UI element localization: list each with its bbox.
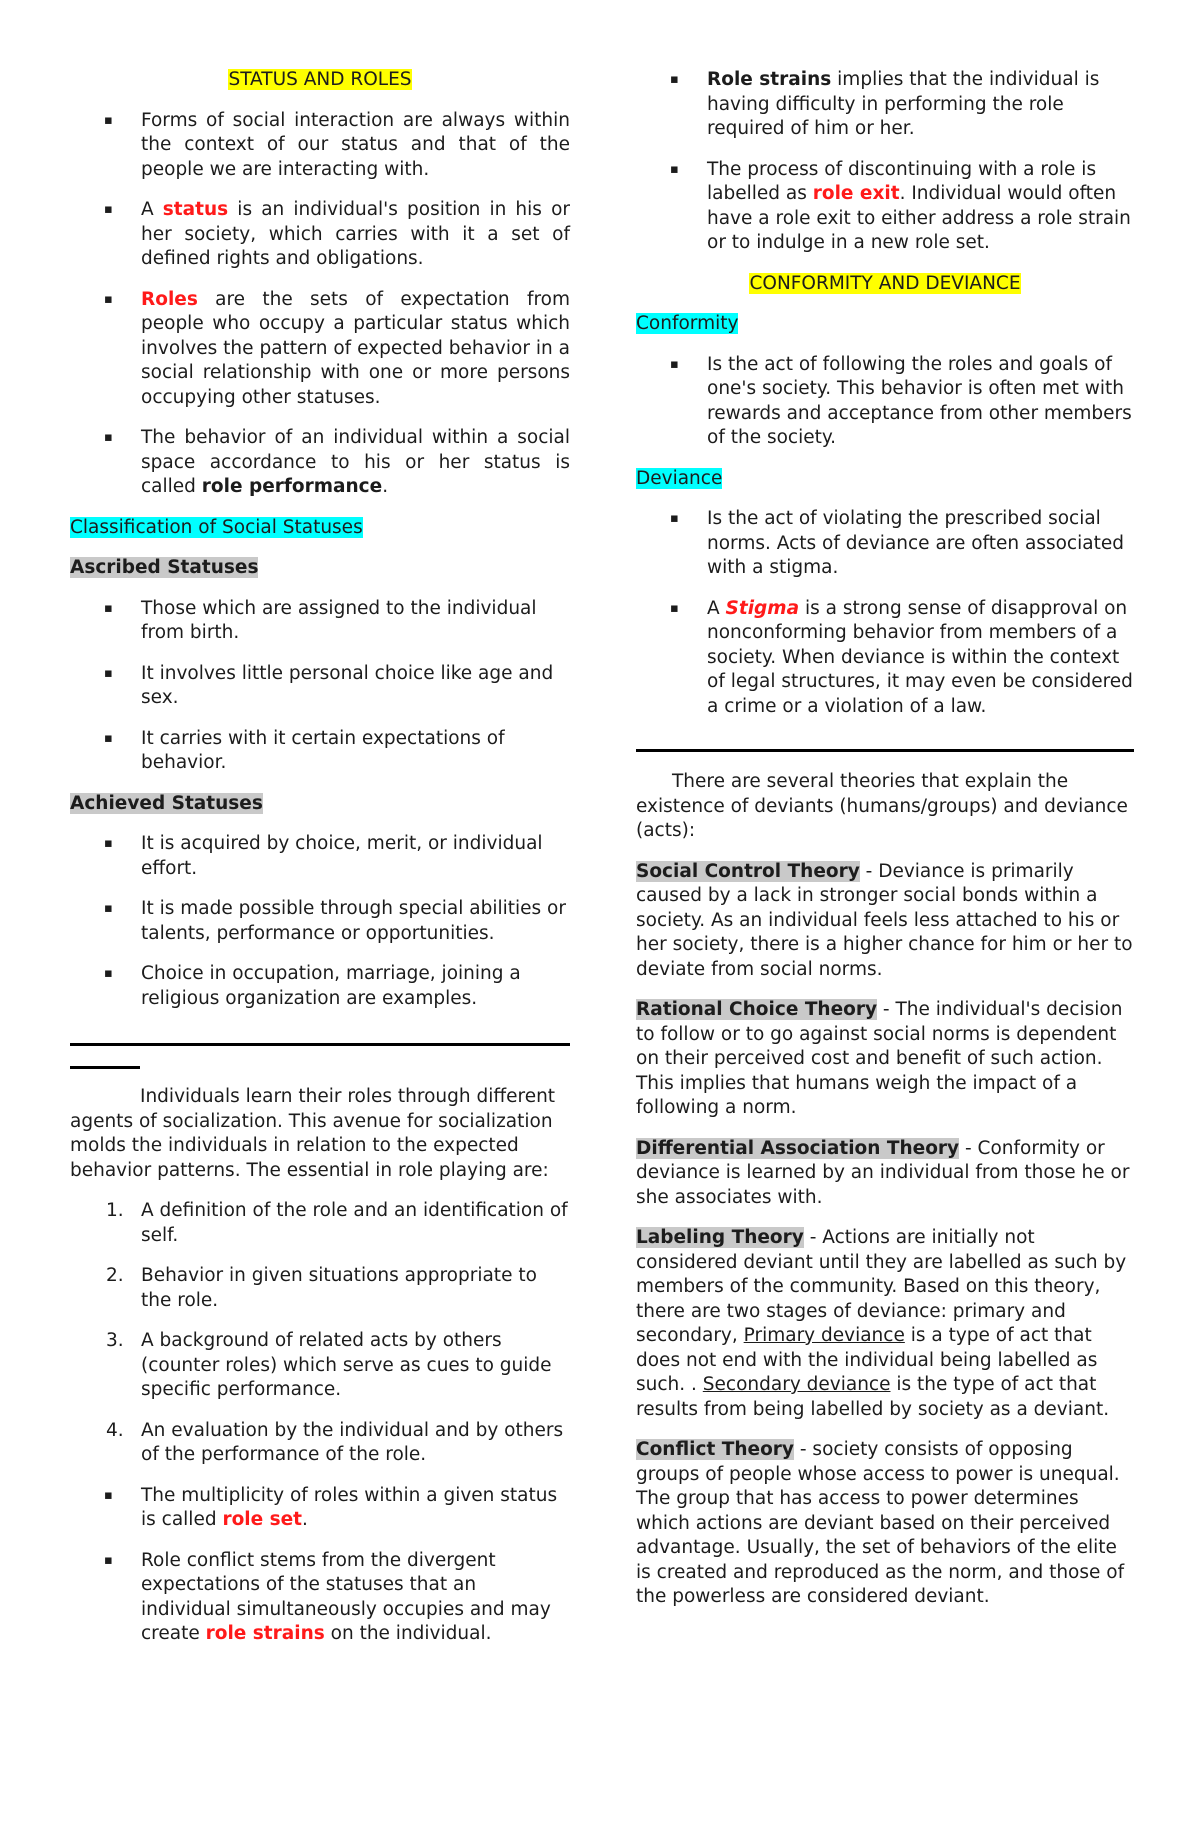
bullet-icon: ▪ <box>104 836 113 851</box>
bullet-icon: ▪ <box>104 112 113 128</box>
list-item: ▪ It is made possible through special abilities or talents, performance or opportunities. <box>104 898 566 944</box>
deviance-list <box>636 507 1134 719</box>
right-column <box>636 52 1134 1610</box>
term-stigma: Stigma <box>725 597 800 619</box>
term-secondary-deviance: Secondary deviance <box>702 1374 891 1395</box>
ascribed-list <box>70 597 570 776</box>
term-role-set: role set <box>222 1509 303 1530</box>
term-role-strains: role strains <box>205 1623 325 1644</box>
deviance-heading: Deviance <box>636 467 723 489</box>
theory-rational-choice: Rational Choice Theory - The individual's decision to follow or to go against social norms is dependent on their perceived cost and benefit of such action. This implies that humans weigh the impact of a following a norm. <box>636 999 1123 1118</box>
ascribed-heading: Ascribed Statuses <box>70 557 259 578</box>
list-item: ▪ A status is an individual's position in his or her society, which carries with it a set of defined rights and obligations. <box>104 199 570 269</box>
socialization-paragraph: Individuals learn their roles through different agents of socialization. This avenue for socialization molds the individuals in relation to the expected behavior patterns. The essential in role playing are: <box>70 1086 556 1181</box>
theory-social-control: Social Control Theory - Deviance is primarily caused by a lack in stronger social bonds within a society. As an individual feels less attached to his or her society, there is a higher chance for him or her to deviate from social norms. <box>636 860 1133 980</box>
bullet-icon: ▪ <box>670 600 679 616</box>
list-item: ▪ The behavior of an individual within a social space accordance to his or her status is called role performance. <box>104 427 570 497</box>
classification-heading: Classification of Social Statuses <box>70 516 363 538</box>
list-item: ▪ It is acquired by choice, merit, or individual effort. <box>104 833 543 879</box>
section-title-status-roles: STATUS AND ROLES <box>228 69 412 90</box>
list-item: 2. Behavior in given situations appropriate to the role. <box>106 1265 537 1311</box>
role-set-list <box>70 1484 570 1647</box>
section-divider <box>636 749 1134 752</box>
list-item: ▪ Role strains implies that the individual is having difficulty in performing the role required of him or her. <box>670 69 1100 139</box>
conformity-list <box>636 353 1134 451</box>
bullet-icon: ▪ <box>104 430 113 445</box>
list-item: ▪ Is the act of following the roles and goals of one's society. This behavior is often met with rewards and acceptance from other members of the society. <box>670 353 1132 448</box>
bullet-icon: ▪ <box>104 291 113 307</box>
bullet-icon: ▪ <box>104 1552 113 1568</box>
bullet-icon: ▪ <box>670 72 679 87</box>
bullet-icon: ▪ <box>104 730 113 746</box>
bullet-icon: ▪ <box>104 966 113 981</box>
list-item: ▪ Role conflict stems from the divergent expectations of the statuses that an individual simultaneously occupies and may create role strains on the individual. <box>104 1549 551 1644</box>
term-role-strains-def: Role strains <box>707 69 832 90</box>
conformity-heading: Conformity <box>636 313 739 334</box>
section-divider <box>70 1043 570 1046</box>
list-item: ▪ A Stigma is a strong sense of disapproval on nonconforming behavior from members of a society. When deviance is within the context of legal structures, it may even be considered a crime or a violation of a law. <box>670 597 1133 717</box>
bullet-icon: ▪ <box>670 161 679 177</box>
list-item: ▪ Is the act of violating the prescribed social norms. Acts of deviance are often associated with a stigma. <box>670 508 1124 578</box>
bullet-icon: ▪ <box>104 600 113 616</box>
bullet-icon: ▪ <box>104 1487 113 1503</box>
list-item: ▪ Those which are assigned to the individual from birth. <box>104 597 537 643</box>
intro-bullet-list <box>70 109 570 500</box>
theory-labeling: Labeling Theory - Actions are initially not considered deviant until they are labelled as such by members of the community. Based on this theory, there are two stages of deviance: primary and secondary, Primary deviance is a type of act that does not end with the individual being labelled as such. . Secondary deviance is the type of act that results from being labelled by society as a deviant. <box>636 1227 1127 1420</box>
achieved-list <box>70 832 570 1011</box>
bullet-icon: ▪ <box>670 356 679 372</box>
term-roles: Roles <box>141 288 198 310</box>
bullet-icon: ▪ <box>104 202 113 217</box>
list-item: 1. A definition of the role and an identification of self. <box>106 1200 568 1246</box>
achieved-heading: Achieved Statuses <box>70 792 263 814</box>
theories-intro: There are several theories that explain the existence of deviants (humans/groups) and deviance (acts): <box>636 771 1128 841</box>
role-strain-list <box>636 68 1134 256</box>
role-playing-list <box>70 1199 570 1468</box>
bullet-icon: ▪ <box>104 901 113 916</box>
list-item: ▪ Roles are the sets of expectation from people who occupy a particular status which involves the pattern of expected behavior in a social relationship with one or more persons occupying other statuses. <box>104 288 570 408</box>
left-column <box>70 68 570 1647</box>
short-divider <box>70 1066 140 1069</box>
term-role-performance: role performance <box>201 476 383 497</box>
list-item: ▪ Choice in occupation, marriage, joining a religious organization are examples. <box>104 963 521 1009</box>
list-item: ▪ The process of discontinuing with a role is labelled as role exit. Individual would often have a role exit to either address a role strain or to indulge in a new role set. <box>670 158 1131 253</box>
section-title-conformity-deviance: CONFORMITY AND DEVIANCE <box>749 272 1021 294</box>
list-item: ▪ The multiplicity of roles within a given status is called role set. <box>104 1484 558 1530</box>
term-primary-deviance: Primary deviance <box>743 1325 905 1346</box>
bullet-icon: ▪ <box>104 665 113 681</box>
term-status: status <box>162 199 229 220</box>
bullet-icon: ▪ <box>670 511 679 526</box>
list-item: 3. A background of related acts by others (counter roles) which serve as cues to guide specific performance. <box>106 1330 552 1400</box>
list-item: 4. An evaluation by the individual and by others of the performance of the role. <box>106 1419 564 1465</box>
list-item: ▪ It carries with it certain expectations of behavior. <box>104 727 505 773</box>
theory-conflict: Conflict Theory - society consists of opposing groups of people whose access to power is unequal. The group that has access to power determines which actions are deviant based on their perceived advantage. Usually, the set of behaviors of the elite is created and reproduced as the norm, and those of the powerless are considered deviant. <box>636 1439 1125 1607</box>
list-item: ▪ It involves little personal choice like age and sex. <box>104 662 554 708</box>
theory-differential-association: Differential Association Theory - Conformity or deviance is learned by an individual from those he or she associates with. <box>636 1137 1130 1208</box>
term-role-exit: role exit <box>812 183 900 204</box>
list-item: ▪ Forms of social interaction are always within the context of our status and that of the people we are interacting with. <box>104 109 570 180</box>
